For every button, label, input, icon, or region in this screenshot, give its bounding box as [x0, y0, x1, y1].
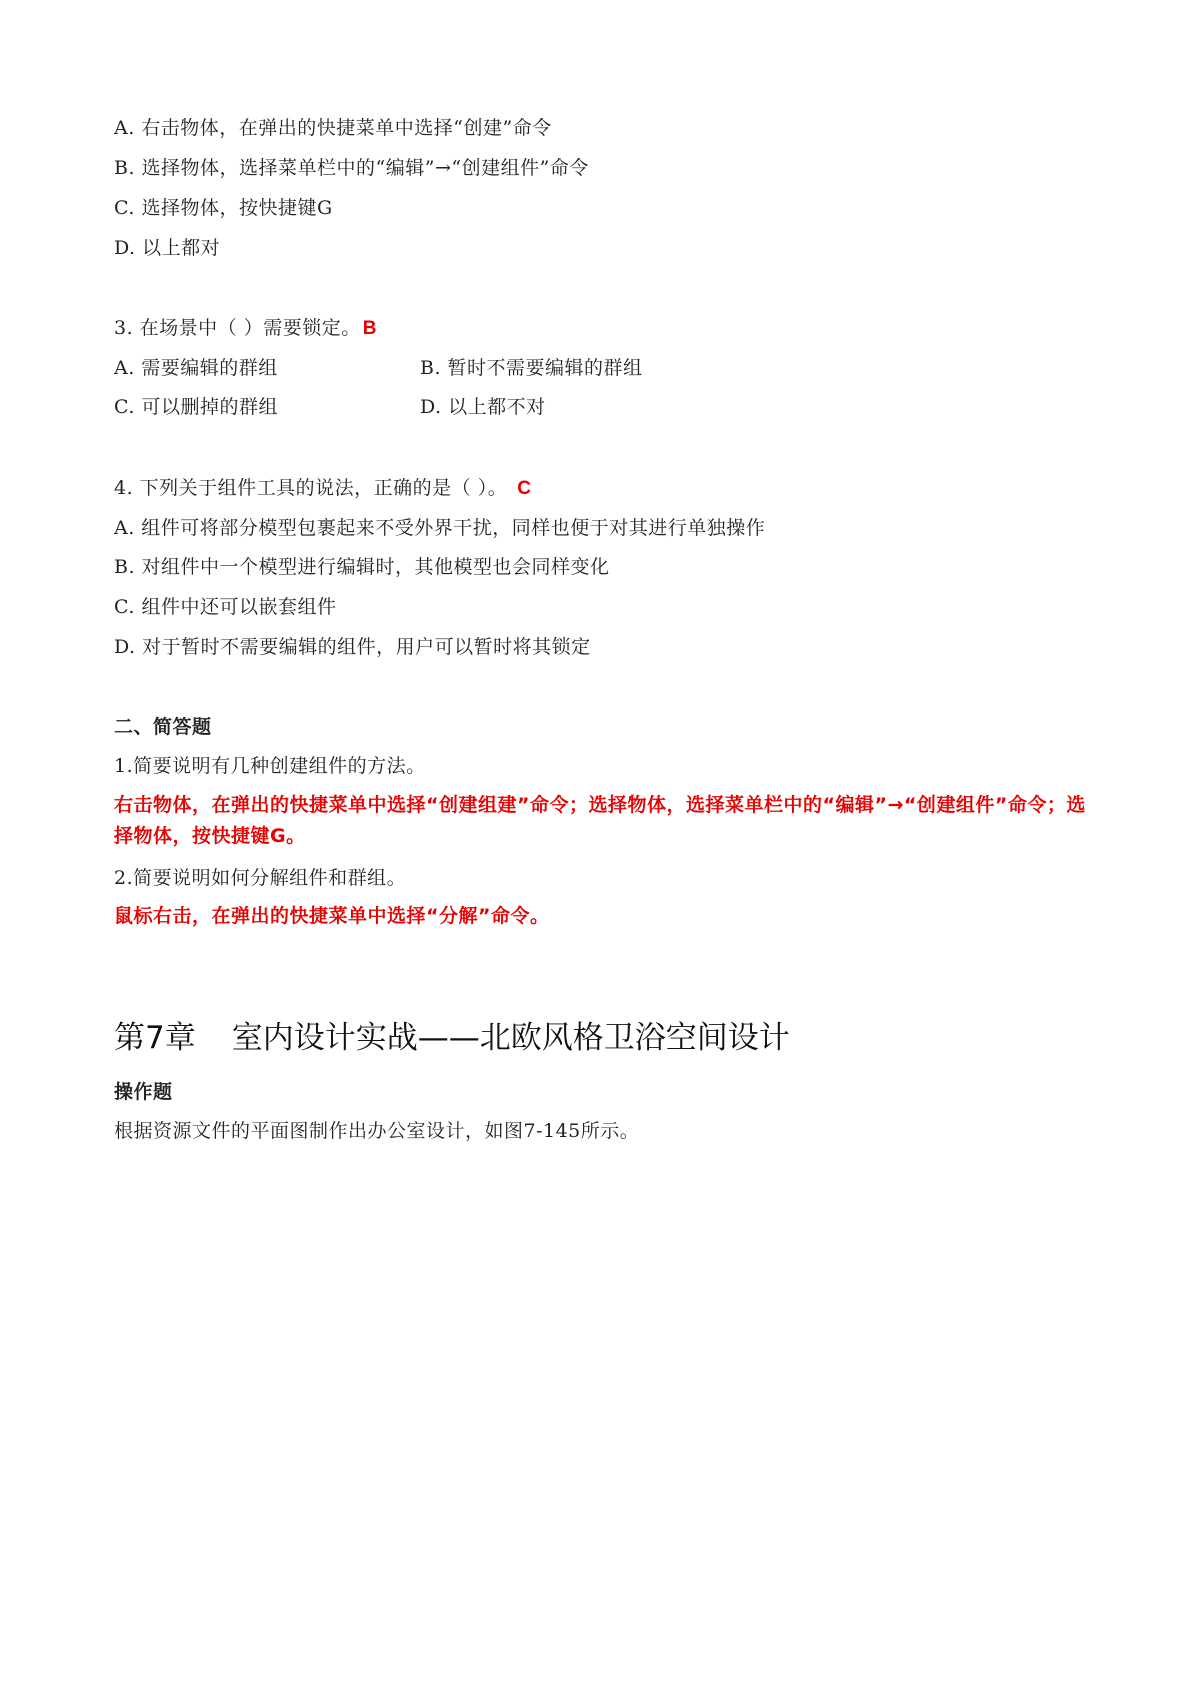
- section-heading: 二、简答题: [114, 716, 212, 738]
- chapter-name: 室内设计实战——北欧风格卫浴空间设计: [231, 1020, 790, 1056]
- q3-option-a: A. 需要编辑的群组: [114, 357, 278, 379]
- q4-option-c: C. 组件中还可以嵌套组件: [114, 596, 337, 618]
- q3-stem-line: [114, 316, 377, 341]
- q2-option-c: C. 选择物体，按快捷键G: [114, 197, 333, 219]
- chapter-subheading: 操作题: [114, 1081, 173, 1103]
- q3-answer: B: [362, 318, 377, 339]
- q4-answer: C: [517, 478, 532, 499]
- q4-option-b: B. 对组件中一个模型进行编辑时，其他模型也会同样变化: [114, 556, 610, 578]
- chapter-number: 第7章: [114, 1020, 196, 1056]
- q4-stem: 4. 下列关于组件工具的说法，正确的是（ ）。: [114, 477, 508, 499]
- q4-option-d: D. 对于暂时不需要编辑的组件，用户可以暂时将其锁定: [114, 636, 591, 658]
- short-question-1: 1.简要说明有几种创建组件的方法。: [114, 755, 426, 777]
- q3-stem: 3. 在场景中（ ）需要锁定。: [114, 317, 361, 339]
- q4-stem-line: [114, 476, 531, 501]
- q2-option-a: A. 右击物体，在弹出的快捷菜单中选择“创建”命令: [114, 117, 552, 139]
- short-answer-1: 右击物体，在弹出的快捷菜单中选择“创建组建”命令；选择物体，选择菜单栏中的“编辑”→“创建组件”命令；选择物体，按快捷键G。: [114, 794, 1086, 847]
- q3-option-c: C. 可以删掉的群组: [114, 396, 278, 418]
- q3-option-d: D. 以上都不对: [420, 396, 546, 418]
- q2-option-b: B. 选择物体，选择菜单栏中的“编辑”→“创建组件”命令: [114, 157, 589, 179]
- q4-option-a: A. 组件可将部分模型包裹起来不受外界干扰，同样也便于对其进行单独操作: [114, 517, 766, 539]
- q3-option-b: B. 暂时不需要编辑的群组: [420, 357, 643, 379]
- chapter-title: [114, 1018, 790, 1058]
- q3-options-row-1: [114, 356, 814, 380]
- q3-options-row-2: [114, 395, 814, 419]
- q2-option-d: D. 以上都对: [114, 237, 221, 259]
- chapter-task: 根据资源文件的平面图制作出办公室设计，如图7-145所示。: [114, 1120, 640, 1142]
- short-answer-2: 鼠标右击，在弹出的快捷菜单中选择“分解”命令。: [114, 905, 550, 927]
- short-question-2: 2.简要说明如何分解组件和群组。: [114, 867, 407, 889]
